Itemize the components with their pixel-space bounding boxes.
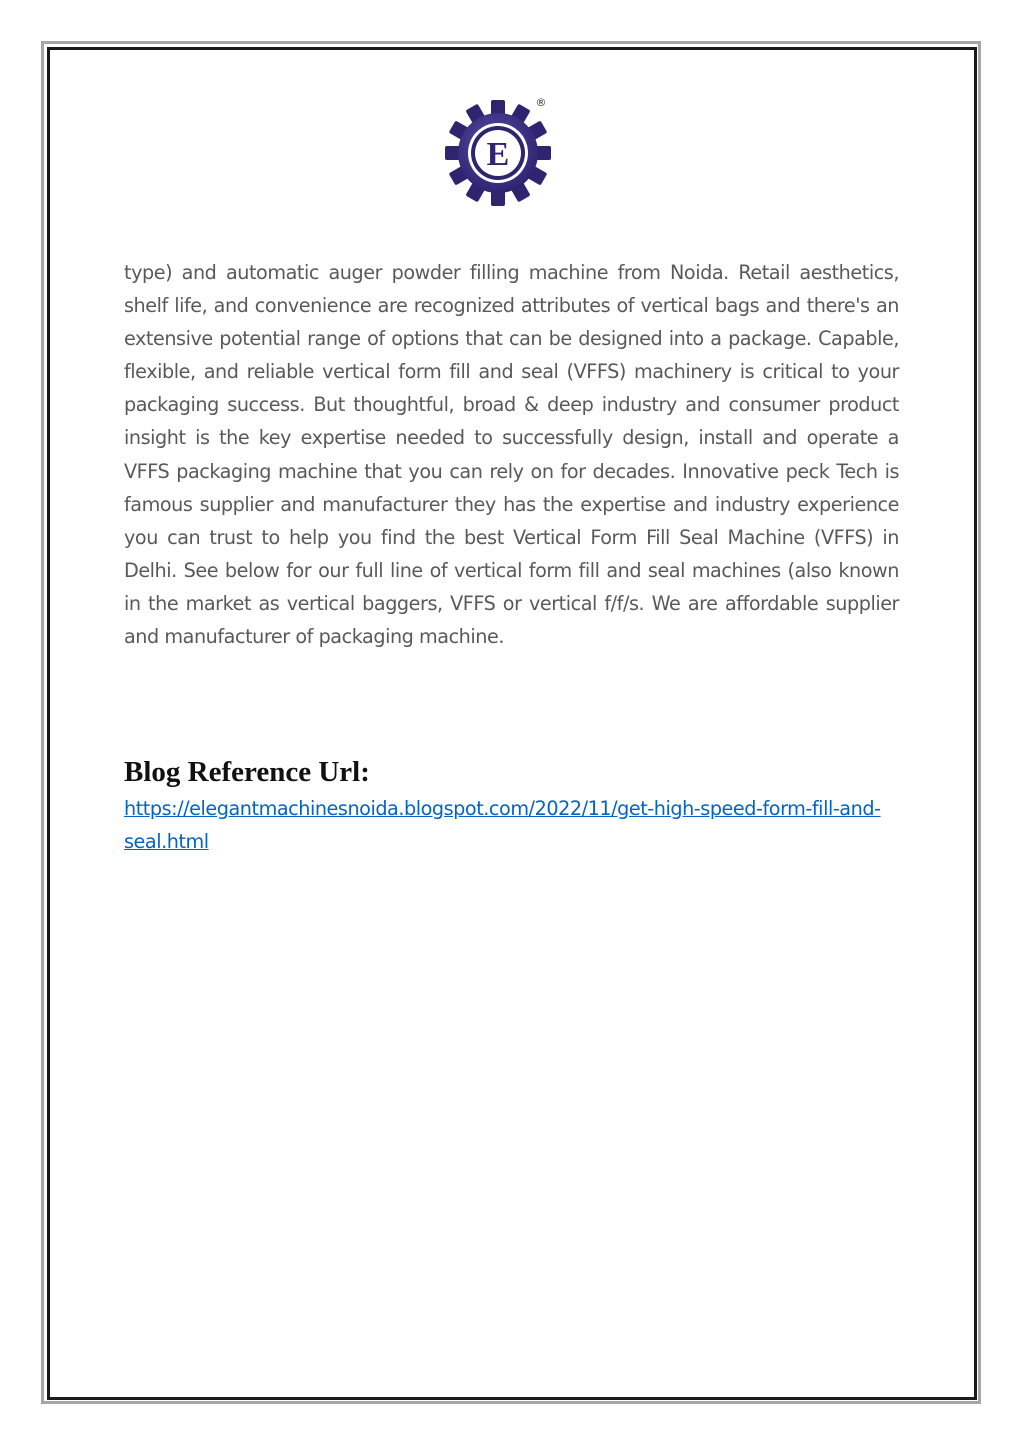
gear-logo-icon (443, 92, 563, 212)
reference-url-link[interactable]: https://elegantmachinesnoida.blogspot.com/2022/11/get-high-speed-form-fill-and-seal.html (124, 797, 881, 853)
svg-text:E: E (486, 136, 510, 173)
company-logo (443, 92, 563, 212)
svg-text:®: ® (535, 96, 547, 109)
body-paragraph: type) and automatic auger powder filling machine from Noida. Retail aesthetics, shelf life, and convenience are recognized attributes of vertical bags and there's an extensive potential range of options that can be designed into a package. Capable, flexible, and reliable vertical form fill and seal (VFFS) machinery is critical to your packaging success. But thoughtful, broad & deep industry and consumer product insight is the key expertise needed to successfully design, install and operate a VFFS packaging machine that you can rely on for decades. Innovative peck Tech is famous supplier and manufacturer they has the expertise and industry experience you can trust to help you find the best Vertical Form Fill Seal Machine (VFFS) in Delhi. See below for our full line of vertical form fill and seal machines (also known in the market as vertical baggers, VFFS or vertical f/f/s. We are affordable supplier and manufacturer of packaging machine. (124, 261, 899, 649)
page-inner-border (47, 47, 977, 1400)
reference-heading: Blog Reference Url: (124, 756, 370, 788)
